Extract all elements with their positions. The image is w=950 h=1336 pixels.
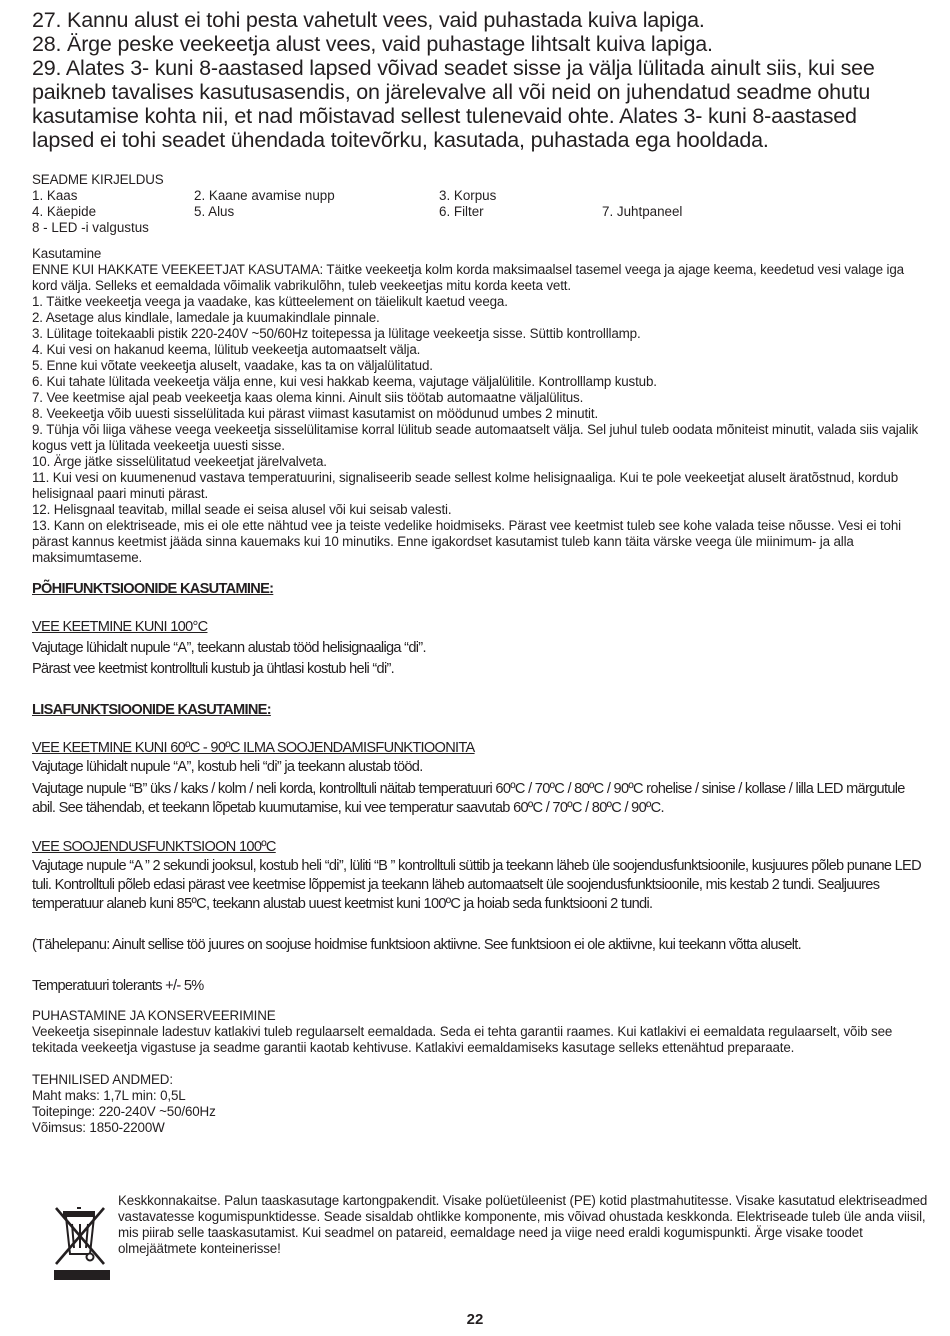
disposal-text: Keskkonnakaitse. Palun taaskasutage kartongpakendit. Visake polüetüleenist (PE) kotid plastmahutitesse. Visake kasutatud elektriseadmed vastavatesse kogumispunktidesse. Seade sisaldab ohtlikke komponente, mis võivad ohustada keskkonda. Elektriseade tuleb üle anda viisil, mis piirab selle taaskasutamist. Kui seadmel on patareid, eemaldage need ja viige need eraldi kogumispunkti. Ärge visake toodet olmejäätmete konteinerisse! (118, 1193, 928, 1256)
usage-step: 6. Kui tahate lülitada veekeetja välja enne, kui vesi hakkab keema, vajutage väljalülitile. Kontrolllamp kustub. (32, 374, 657, 389)
temperature-tolerance: Temperatuuri tolerants +/- 5% (32, 978, 204, 994)
extra-functions-text: Vajutage lühidalt nupule “A”, kostub heli “di” ja teekann alustab tööd. (32, 759, 423, 775)
cleaning-text: Veekeetja sisepinnale ladestuv katlakivi tuleb regulaarselt eemaldada. Seda ei tehta garantii raames. Kui katlakivi ei eemaldata regulaarselt, võib see tekitada veekeetja vigastuse ja seadme garantii kaotab kehtivuse. Katlakivi eemaldamiseks kasutage selleks ettenähtud preparaate. (32, 1024, 893, 1055)
part-item: 5. Alus (194, 204, 235, 219)
technical-data-heading: TEHNILISED ANDMED: (32, 1072, 173, 1087)
extra-functions-text: Vajutage nupule “B” üks / kaks / kolm / neli korda, kontrolltuli näitab temperatuuri 60ºC / 70ºC / 80ºC / 90ºC rohelise / sinise / kollase / lilla LED märgutule abil. See tähendab, et teekann lõpetab kuumutamise, kui vee temperatur saavutab 60ºC / 70ºC / 80ºC / 90ºC. (32, 781, 905, 816)
attention-note: (Tähelepanu: Ainult sellise töö juures on soojuse hoidmise funktsioon aktiivne. See funktsioon ei ole aktiivne, kui teekann võtta aluselt. (32, 937, 802, 953)
manual-page (32, 8, 927, 1136)
safety-section (32, 8, 927, 152)
part-item: 3. Korpus (439, 188, 497, 203)
usage-heading: Kasutamine (32, 246, 102, 261)
extra-functions-section (32, 701, 927, 996)
technical-data-voltage: Toitepinge: 220-240V ~50/60Hz (32, 1104, 216, 1119)
heating-function-text: Vajutage nupule “A ” 2 sekundi jooksul, kostub heli “di”, lüliti “B ” kontrolltuli süttib ja teekann läheb üle soojendusfunktsioonile, kusjuures põleb punane LED tuli. Kontrolltuli põleb edasi pärast vee keetmise lõppemist ja teekann läheb automaatselt üle soojendusfunktsioonile, mis kestab 2 tundi. Sealjuures temperatuur alaneb kuni 85ºC, teekann alustab uuest keetmist kuni 100ºC ja hoiab seda funktsiooni 2 tundi. (32, 858, 921, 912)
part-item: 1. Kaas (32, 188, 78, 203)
usage-step: 12. Helisgnaal teavitab, millal seade ei seisa alusel või kui seisab valesti. (32, 502, 452, 517)
usage-step: 5. Enne kui võtate veekeetja aluselt, vaadake, kas ta on väljalülitatud. (32, 358, 433, 373)
basic-functions-section (32, 580, 927, 679)
usage-step: 2. Asetage alus kindlale, lamedale ja kuumakindlale pinnale. (32, 310, 380, 325)
technical-data-power: Võimsus: 1850-2200W (32, 1120, 165, 1135)
usage-intro: ENNE KUI HAKKATE VEEKEETJAT KASUTAMA: Täitke veekeetja kolm korda maksimaalsel tasemel veega ja ajage keema, keedetud vesi valage iga kord välja. Selleks et eemaldada võimalik vabrikulõhn, tuleb veekeetjas mitu korda keeta vett. (32, 262, 904, 293)
part-item: 2. Kaane avamise nupp (194, 188, 335, 203)
extra-functions-heading: LISAFUNKTSIOONIDE KASUTAMINE: (32, 702, 271, 718)
part-item: 7. Juhtpaneel (602, 204, 683, 219)
usage-step: 11. Kui vesi on kuumenenud vastava temperatuurini, signaliseerib seade sellest kolme helisignaaliga. Kui te pole veekeetjat aluselt äratõstnud, kordub helisignaal paari minuti pärast. (32, 470, 899, 501)
basic-functions-heading: PÕHIFUNKTSIOONIDE KASUTAMINE: (32, 581, 274, 597)
basic-functions-line: Pärast vee keetmist kontrolltuli kustub ja ühtlasi kostub heli “di”. (32, 661, 395, 677)
basic-functions-subheading: VEE KEETMINE KUNI 100°C (32, 619, 208, 635)
usage-step: 9. Tühja või liiga vähese veega veekeetja sisselülitamise korral lülitub seade automaatselt välja. Sel juhul tuleb oodata mõniteist minutit, valada siis vajalik kogus vett ja lülitada veekeetja uuesti sisse. (32, 422, 919, 453)
technical-data-capacity: Maht maks: 1,7L min: 0,5L (32, 1088, 186, 1103)
parts-list (32, 188, 927, 236)
safety-item: 29. Alates 3- kuni 8-aastased lapsed võivad seadet sisse ja välja lülitada ainult siis, kui see paikneb tavalises kasutusasendis, on järelevalve all või neid on juhendatud seadme ohutu kasutamise kohta nii, et nad mõistavad sellest tulenevaid ohte. Alates 3- kuni 8-aastased lapsed ei tohi seadet ühendada toitevõrku, kasutada, puhastada ega hooldada. (32, 56, 875, 152)
part-item: 4. Käepide (32, 204, 97, 219)
basic-functions-line: Vajutage lühidalt nupule “A”, teekann alustab tööd helisignaaliga “di”. (32, 640, 426, 656)
usage-step: 8. Veekeetja võib uuesti sisselülitada kui pärast viimast kasutamist on möödunud umbes 2 minutit. (32, 406, 599, 421)
description-heading: SEADME KIRJELDUS (32, 172, 164, 187)
usage-step: 7. Vee keetmise ajal peab veekeetja kaas olema kinni. Ainult siis töötab automaatne väljalülitus. (32, 390, 584, 405)
usage-section (32, 246, 927, 566)
safety-item: 28. Ärge peske veekeetja alust vees, vaid puhastage lihtsalt kuiva lapiga. (32, 32, 713, 56)
crossed-out-wheelie-bin-icon (50, 1204, 114, 1282)
usage-step: 10. Ärge jätke sisselülitatud veekeetjat järelvalveta. (32, 454, 327, 469)
cleaning-heading: PUHASTAMINE JA KONSERVEERIMINE (32, 1008, 276, 1023)
page-number: 22 (466, 1311, 484, 1328)
heating-function-subheading: VEE SOOJENDUSFUNKTSIOON 100ºC (32, 839, 276, 855)
extra-functions-subheading: VEE KEETMINE KUNI 60ºC - 90ºC ILMA SOOJENDAMISFUNKTIOONITA (32, 740, 475, 756)
usage-step: 4. Kui vesi on hakanud keema, lülitub veekeetja automaatselt välja. (32, 342, 421, 357)
technical-data-section (32, 1072, 927, 1136)
usage-step: 13. Kann on elektriseade, mis ei ole ette nähtud vee ja teiste vedelike hoidmiseks. Pärast vee keetmist tuleb see kohe valada teise nõusse. Vesi ei tohi pärast kannus keetmist jääda sinna kauemaks kui 10 minutiks. Enne igakordset kasutamist tuleb kann täita värske veega üle miinimum- ja alla maksimumtaseme. (32, 518, 901, 565)
cleaning-section (32, 1008, 927, 1056)
usage-step: 3. Lülitage toitekaabli pistik 220-240V ~50/60Hz toitepessa ja lülitage veekeetja sisse. Süttib kontrolllamp. (32, 326, 641, 341)
part-item: 6. Filter (439, 204, 484, 219)
part-item: 8 - LED -i valgustus (32, 220, 149, 235)
safety-item: 27. Kannu alust ei tohi pesta vahetult vees, vaid puhastada kuiva lapiga. (32, 8, 705, 32)
usage-step: 1. Täitke veekeetja veega ja vaadake, kas kütteelement on täielikult kaetud veega. (32, 294, 508, 309)
